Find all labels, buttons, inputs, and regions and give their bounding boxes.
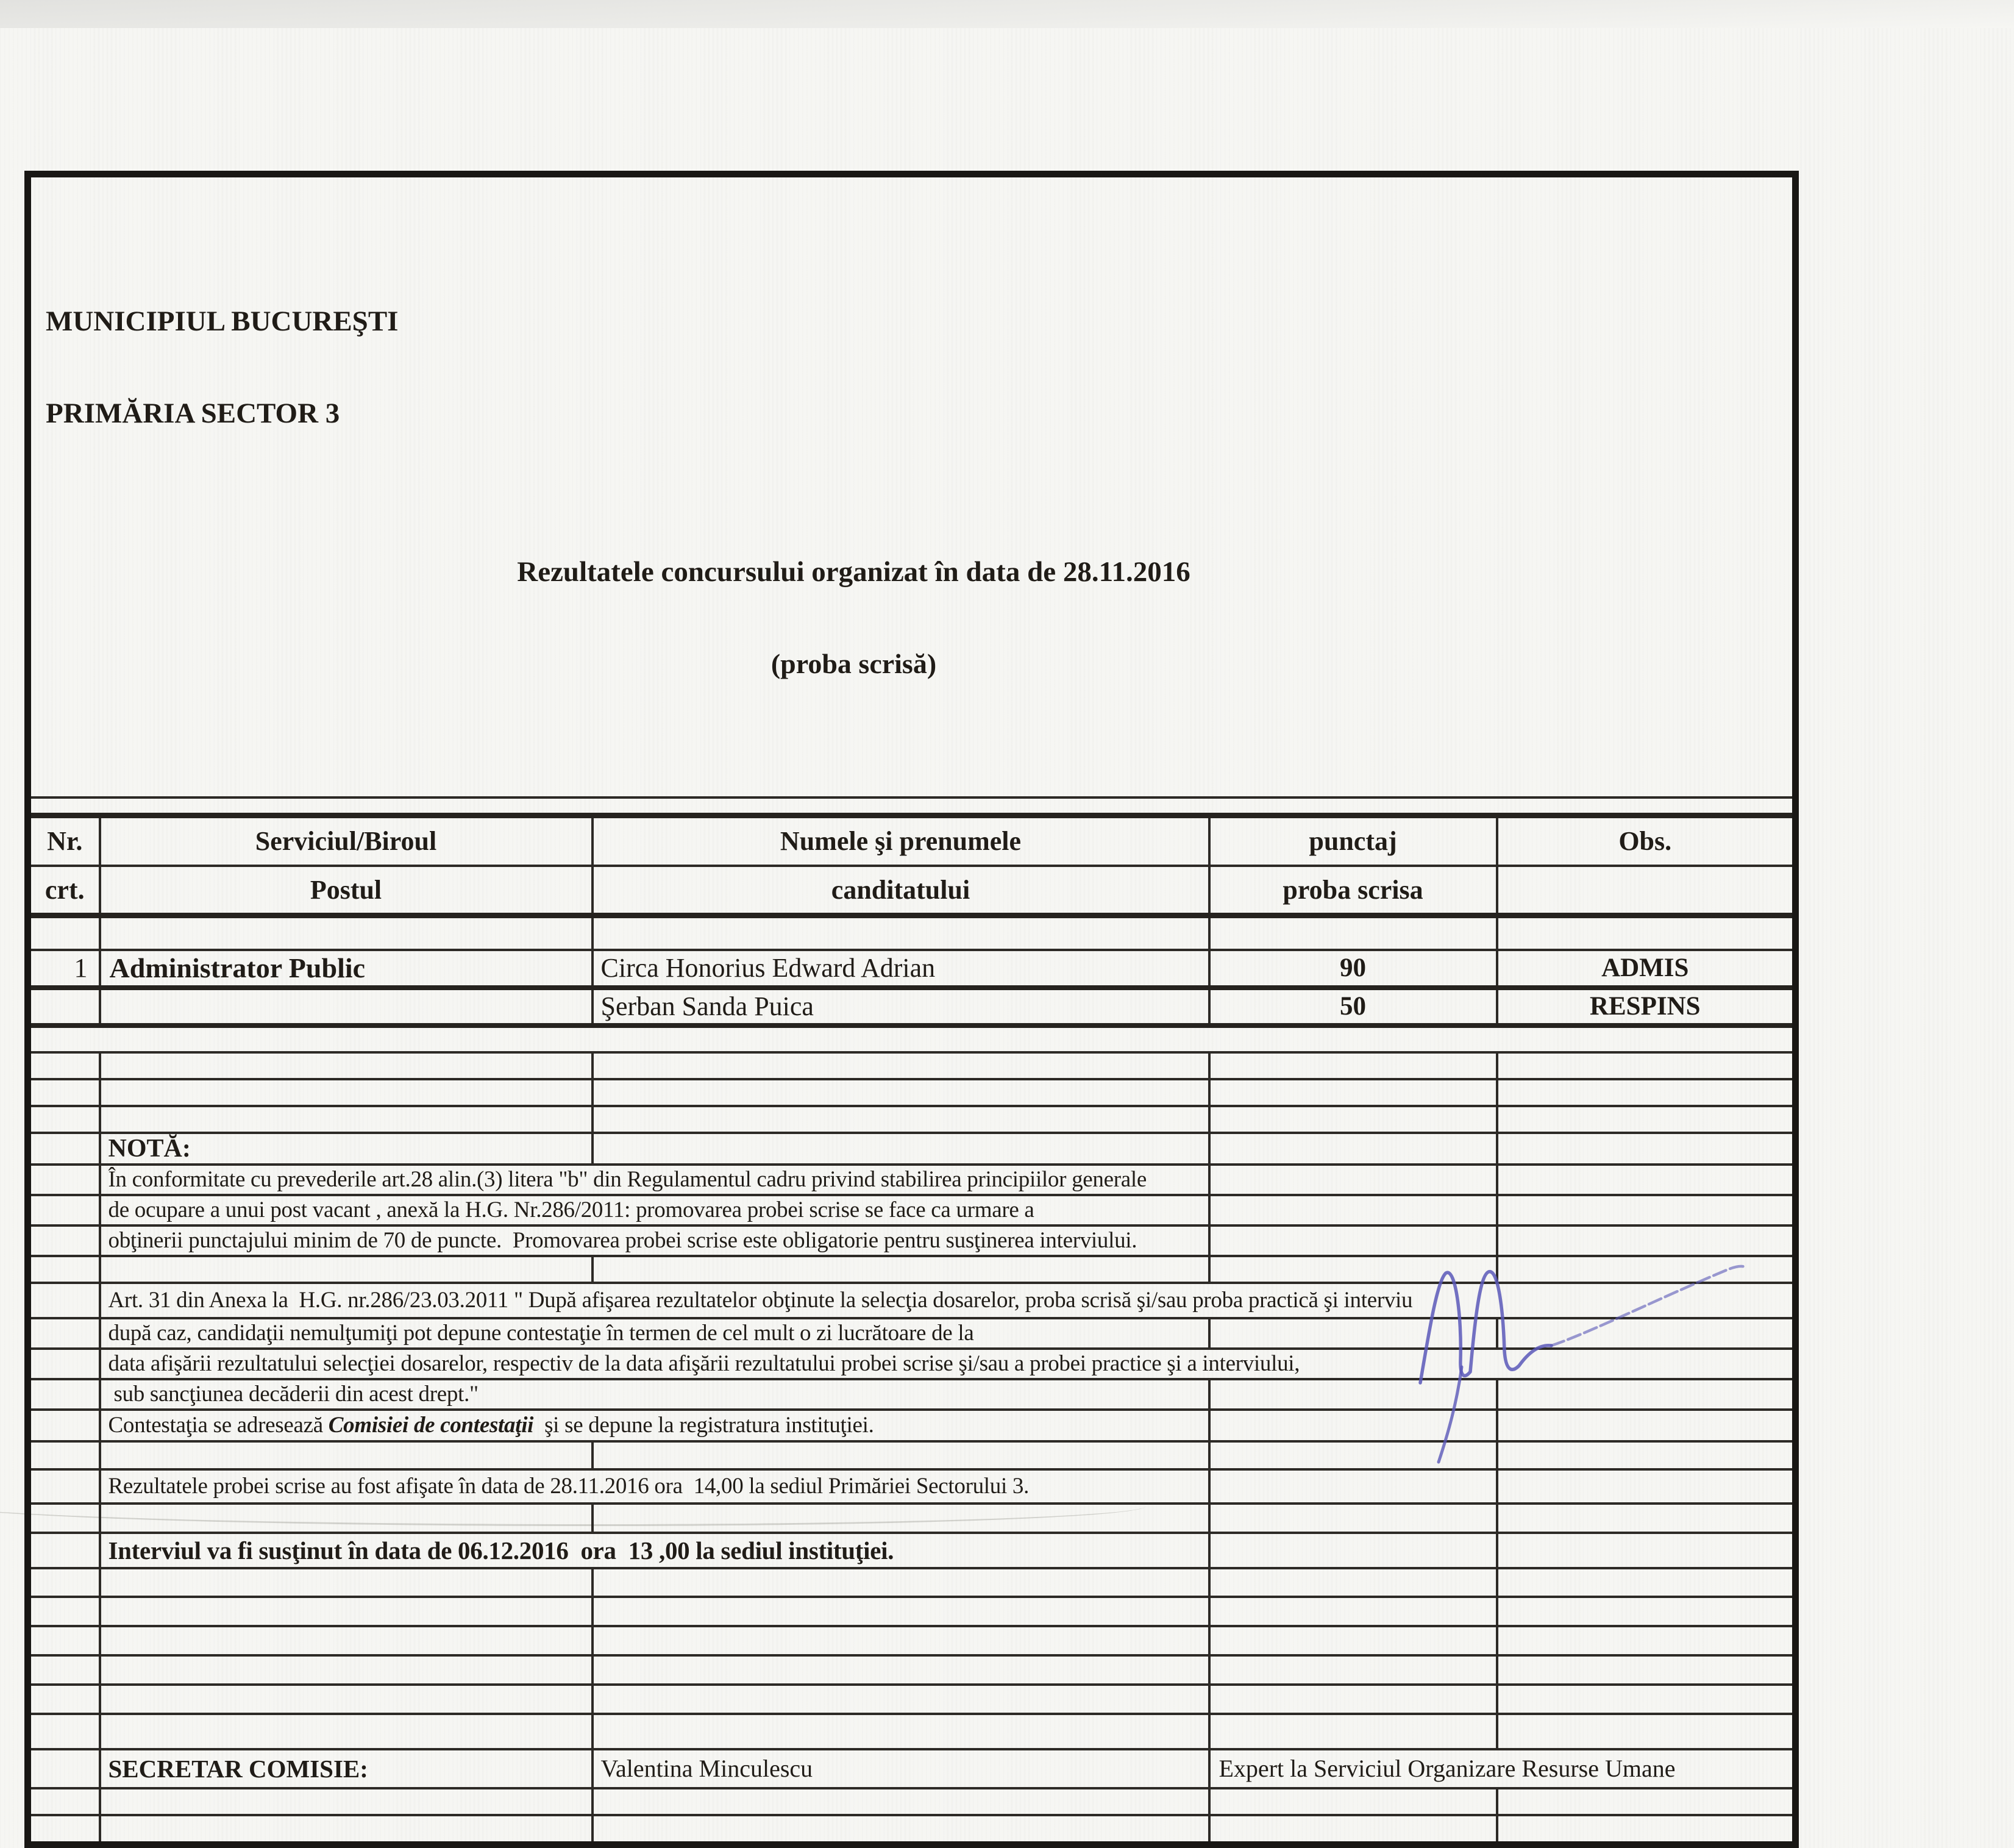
written-results-text: Rezultatele probei scrise au fost afişate în data de 28.11.2016 ora 14,00 la sediul Primăriei Sectorului 3.: [100, 1469, 1209, 1504]
empty-cell: [592, 1597, 1209, 1626]
empty-row: [28, 1052, 1796, 1079]
empty-cell: [1497, 1379, 1796, 1410]
empty-cell: [1497, 1469, 1796, 1504]
empty-cell: [1497, 1568, 1796, 1597]
empty-row: [28, 1714, 1796, 1749]
empty-cell: [592, 1106, 1209, 1133]
empty-cell: [1497, 1685, 1796, 1714]
nota-line-2: de ocupare a unui post vacant , anexă la H.G. Nr.286/2011: promovarea probei scrise se face ca urmare a: [100, 1195, 1209, 1225]
nota-line-1: În conformitate cu prevederile art.28 alin.(3) litera "b" din Regulamentul cadru privind stabilirea principiilor generale: [100, 1165, 1209, 1195]
art31-text-row: [28, 1283, 1796, 1318]
empty-cell: [28, 1318, 100, 1349]
post-name: [100, 988, 592, 1026]
empty-cell: [1497, 916, 1796, 950]
candidate-name: Şerban Sanda Puica: [592, 988, 1209, 1026]
candidate-score: 90: [1209, 950, 1497, 988]
empty-row: [28, 1597, 1796, 1626]
empty-cell: [1497, 1133, 1796, 1165]
secretary-label: SECRETAR COMISIE:: [100, 1749, 592, 1788]
org-name-line2: PRIMĂRIA SECTOR 3: [46, 398, 340, 430]
empty-cell: [1209, 1225, 1497, 1256]
table-header-row-1: [28, 816, 1796, 866]
empty-cell: [592, 1655, 1209, 1685]
empty-cell: [28, 1655, 100, 1685]
secretary-name: Valentina Minculescu: [592, 1749, 1209, 1788]
empty-cell: [1209, 1788, 1497, 1815]
empty-cell: [1209, 1318, 1497, 1349]
empty-cell: [28, 1052, 100, 1079]
empty-cell: [100, 1626, 592, 1655]
art31-line-4: sub sancţiunea decăderii din acest drept.": [100, 1379, 1209, 1410]
art31-line-3: data afişării rezultatului selecţiei dosarelor, respectiv de la data afişării rezultatului probei scrise şi/sau a probei practice şi a interviului,: [100, 1349, 1796, 1379]
empty-cell: [1497, 1626, 1796, 1655]
empty-cell: [28, 1165, 100, 1195]
header-cell-punctaj: punctaj: [1209, 816, 1497, 866]
empty-row: [28, 1655, 1796, 1685]
empty-cell: [592, 1133, 1209, 1165]
empty-cell: [1209, 1079, 1497, 1106]
empty-cell: [28, 1133, 100, 1165]
blank-band-row: [28, 1026, 1796, 1052]
empty-cell: [1497, 1597, 1796, 1626]
empty-cell: [1497, 1106, 1796, 1133]
empty-cell: [1497, 1788, 1796, 1815]
nota-label: NOTĂ:: [100, 1133, 592, 1165]
empty-cell: [28, 1788, 100, 1815]
empty-cell: [592, 1052, 1209, 1079]
contestatie-text-bold: Comisiei de contestaţii: [328, 1413, 534, 1438]
empty-cell: [28, 1225, 100, 1256]
row-number: 1: [28, 950, 100, 988]
empty-cell: [1497, 1410, 1796, 1441]
empty-cell: [100, 1052, 592, 1079]
nota-text-row: [28, 1195, 1796, 1225]
header-cell-crt: crt.: [28, 866, 100, 916]
empty-cell: [1497, 1815, 1796, 1845]
empty-cell: [1209, 1441, 1497, 1469]
empty-cell: [100, 1788, 592, 1815]
empty-cell: [28, 1815, 100, 1845]
document-header-block-row: [28, 174, 1796, 797]
empty-cell: [28, 1626, 100, 1655]
empty-cell: [1209, 1410, 1497, 1441]
header-cell-serviciul: Serviciul/Biroul: [100, 816, 592, 866]
empty-cell: [100, 1597, 592, 1626]
empty-cell: [592, 1441, 1209, 1469]
empty-cell: [1497, 1052, 1796, 1079]
empty-cell: [28, 1283, 100, 1318]
interview-text: Interviul va fi susţinut în data de 06.12.2016 ora 13 ,00 la sediul instituţiei.: [100, 1533, 1209, 1568]
empty-cell: [592, 916, 1209, 950]
empty-cell: [592, 1256, 1209, 1283]
empty-cell: [592, 1568, 1209, 1597]
empty-cell: [1497, 1504, 1796, 1533]
table-header-row-2: [28, 866, 1796, 916]
candidate-result: RESPINS: [1497, 988, 1796, 1026]
contestatie-line: [100, 1410, 1209, 1441]
empty-cell: [1209, 1533, 1497, 1568]
art31-line-2: după caz, candidaţii nemulţumiţi pot depune contestaţie în termen de cel mult o zi lucrătoare de la: [100, 1318, 1209, 1349]
empty-cell: [1209, 1655, 1497, 1685]
empty-cell: [28, 1379, 100, 1410]
empty-cell: [100, 1504, 592, 1533]
nota-text-row: [28, 1165, 1796, 1195]
empty-strip: [28, 1026, 1796, 1052]
empty-cell: [28, 1533, 100, 1568]
secretary-role: Expert la Serviciul Organizare Resurse Umane: [1209, 1749, 1796, 1788]
empty-cell: [1209, 1133, 1497, 1165]
art31-text-row: [28, 1379, 1796, 1410]
header-cell-nr: Nr.: [28, 816, 100, 866]
row-number: [28, 988, 100, 1026]
document-title: Rezultatele concursului organizat în data de 28.11.2016: [517, 555, 1190, 588]
empty-cell: [100, 1815, 592, 1845]
header-cell-obs: Obs.: [1497, 816, 1796, 866]
empty-cell: [1497, 1079, 1796, 1106]
header-cell-obs-empty: [1497, 866, 1796, 916]
empty-row: [28, 1685, 1796, 1714]
empty-cell: [1209, 1597, 1497, 1626]
empty-cell: [100, 1079, 592, 1106]
empty-cell: [28, 1410, 100, 1441]
secretary-row: [28, 1749, 1796, 1788]
empty-cell: [1209, 1195, 1497, 1225]
empty-cell: [100, 1655, 592, 1685]
empty-cell: [592, 1714, 1209, 1749]
empty-cell: [1209, 1106, 1497, 1133]
header-cell-numele: Numele şi prenumele: [592, 816, 1209, 866]
empty-cell: [1209, 1626, 1497, 1655]
interview-row: [28, 1533, 1796, 1568]
empty-row: [28, 1815, 1796, 1845]
empty-cell: [1209, 916, 1497, 950]
art31-text-row: [28, 1318, 1796, 1349]
header-gap-row: [28, 797, 1796, 816]
candidate-row-1: [28, 950, 1796, 988]
document-header-block: [28, 174, 1796, 797]
contestatie-text-post: şi se depune la registratura instituţiei.: [533, 1413, 874, 1438]
empty-cell: [28, 1597, 100, 1626]
empty-row: [28, 1079, 1796, 1106]
empty-cell: [100, 1106, 592, 1133]
header-cell-canditatului: canditatului: [592, 866, 1209, 916]
empty-cell: [1497, 1256, 1796, 1283]
empty-row: [28, 1568, 1796, 1597]
written-results-row: [28, 1469, 1796, 1504]
empty-cell: [1209, 1714, 1497, 1749]
header-cell-postul: Postul: [100, 866, 592, 916]
nota-label-row: [28, 1133, 1796, 1165]
empty-row: [28, 916, 1796, 950]
empty-cell: [592, 1079, 1209, 1106]
empty-row: [28, 1788, 1796, 1815]
results-document-table: [24, 171, 1799, 1848]
empty-cell: [1497, 1318, 1796, 1349]
empty-cell: [1209, 1568, 1497, 1597]
empty-cell: [1209, 1165, 1497, 1195]
empty-cell: [28, 1714, 100, 1749]
empty-cell: [28, 1685, 100, 1714]
empty-cell: [1209, 1685, 1497, 1714]
empty-row: [28, 1441, 1796, 1469]
empty-cell: [1209, 1469, 1497, 1504]
empty-cell: [28, 1195, 100, 1225]
empty-cell: [28, 1504, 100, 1533]
art31-text-row: [28, 1349, 1796, 1379]
empty-cell: [1497, 1195, 1796, 1225]
empty-cell: [100, 1685, 592, 1714]
candidate-name: Circa Honorius Edward Adrian: [592, 950, 1209, 988]
org-name-line1: MUNICIPIUL BUCUREŞTI: [46, 305, 399, 337]
empty-cell: [592, 1685, 1209, 1714]
document-subtitle: (proba scrisă): [770, 648, 937, 680]
empty-strip: [28, 797, 1796, 816]
candidate-result: ADMIS: [1497, 950, 1796, 988]
empty-cell: [100, 916, 592, 950]
empty-cell: [28, 1568, 100, 1597]
nota-text-row: [28, 1225, 1796, 1256]
empty-cell: [28, 916, 100, 950]
empty-cell: [28, 1106, 100, 1133]
empty-cell: [28, 1079, 100, 1106]
empty-cell: [28, 1349, 100, 1379]
empty-cell: [28, 1469, 100, 1504]
art31-line-1: Art. 31 din Anexa la H.G. nr.286/23.03.2011 " După afişarea rezultatelor obţinute la selecţia dosarelor, proba scrisă şi/sau proba practică şi interviu: [100, 1283, 1796, 1318]
empty-cell: [1209, 1815, 1497, 1845]
empty-cell: [1497, 1165, 1796, 1195]
empty-cell: [100, 1256, 592, 1283]
empty-cell: [100, 1714, 592, 1749]
empty-cell: [1497, 1225, 1796, 1256]
empty-cell: [592, 1504, 1209, 1533]
candidate-row-2: [28, 988, 1796, 1026]
empty-row: [28, 1256, 1796, 1283]
scan-edge-artifact-top: [0, 0, 2014, 28]
header-cell-proba-scrisa: proba scrisa: [1209, 866, 1497, 916]
empty-cell: [1497, 1441, 1796, 1469]
empty-cell: [592, 1815, 1209, 1845]
empty-cell: [1209, 1256, 1497, 1283]
empty-cell: [592, 1626, 1209, 1655]
empty-cell: [1209, 1379, 1497, 1410]
empty-cell: [1209, 1504, 1497, 1533]
contestatie-text-row: [28, 1410, 1796, 1441]
empty-cell: [1497, 1655, 1796, 1685]
empty-row: [28, 1504, 1796, 1533]
empty-cell: [1209, 1052, 1497, 1079]
empty-cell: [28, 1441, 100, 1469]
empty-cell: [592, 1788, 1209, 1815]
title-block: [31, 498, 1792, 739]
empty-cell: [28, 1256, 100, 1283]
empty-cell: [28, 1749, 100, 1788]
contestatie-text-pre: Contestaţia se adresează: [108, 1413, 329, 1438]
empty-cell: [1497, 1714, 1796, 1749]
empty-cell: [1497, 1533, 1796, 1568]
post-name: Administrator Public: [100, 950, 592, 988]
nota-line-3: obţinerii punctajului minim de 70 de puncte. Promovarea probei scrise este obligatorie pentru susţinerea interviului.: [100, 1225, 1209, 1256]
empty-row: [28, 1106, 1796, 1133]
empty-cell: [100, 1568, 592, 1597]
candidate-score: 50: [1209, 988, 1497, 1026]
empty-cell: [100, 1441, 592, 1469]
empty-row: [28, 1626, 1796, 1655]
